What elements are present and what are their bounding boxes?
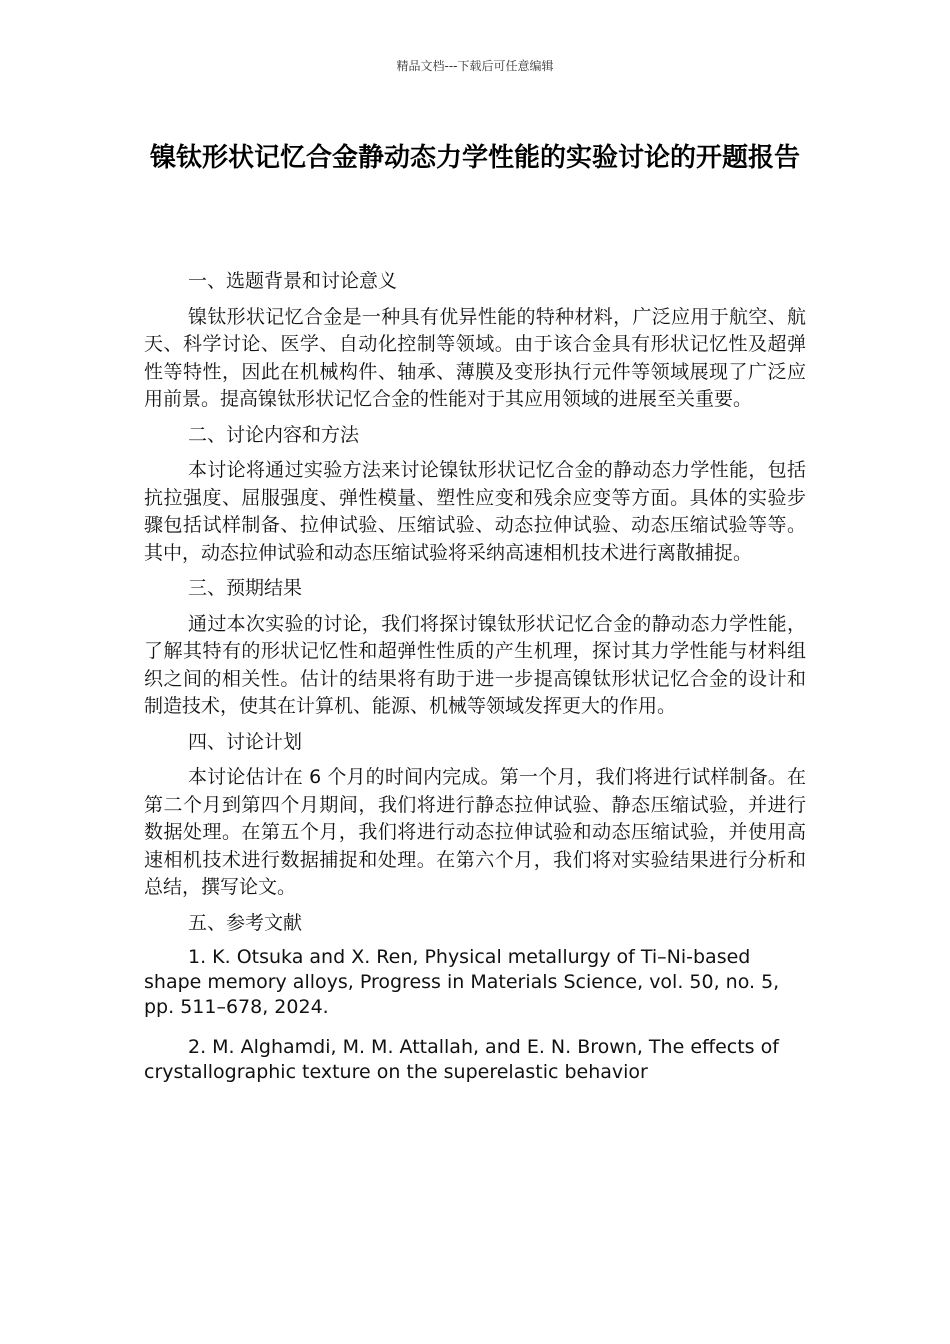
paragraph-content-method: 本讨论将通过实验方法来讨论镍钛形状记忆合金的静动态力学性能，包括抗拉强度、屈服强度、弹性模量、塑性应变和残余应变等方面。具体的实验步骤包括试样制备、拉伸试验、压缩试验、动态拉伸试验、动态压缩试验等等。其中，动态拉伸试验和动态压缩试验将采纳高速相机技术进行离散捕捉。 bbox=[144, 459, 806, 564]
section-heading-expected-results: 三、预期结果 bbox=[188, 577, 303, 599]
document-body bbox=[144, 268, 806, 1100]
reference-item-1: 1. K. Otsuka and X. Ren, Physical metallurgy of Ti–Ni-based shape memory alloys, Progress in Materials Science, vol. 50, no. 5, pp. 511–678, 2024. bbox=[144, 946, 780, 1018]
document-title: 镍钛形状记忆合金静动态力学性能的实验讨论的开题报告 bbox=[149, 143, 800, 173]
header-note: 精品文档---下载后可任意编辑 bbox=[396, 59, 554, 73]
section-heading-content-method: 二、讨论内容和方法 bbox=[188, 423, 360, 446]
section-heading-background: 一、选题背景和讨论意义 bbox=[188, 270, 398, 292]
paragraph-background: 镍钛形状记忆合金是一种具有优异性能的特种材料，广泛应用于航空、航天、科学讨论、医学、自动化控制等领域。由于该合金具有形状记忆性及超弹性等特性，因此在机械构件、轴承、薄膜及变形执行元件等领域展现了广泛应用前景。提高镍钛形状记忆合金的性能对于其应用领域的进展至关重要。 bbox=[144, 305, 806, 410]
reference-item-2: 2. M. Alghamdi, M. M. Attallah, and E. N. Brown, The effects of crystallographic texture on the superelastic behavior bbox=[144, 1036, 779, 1083]
paragraph-plan: 本讨论估计在 6 个月的时间内完成。第一个月，我们将进行试样制备。在第二个月到第四个月期间，我们将进行静态拉伸试验、静态压缩试验，并进行数据处理。在第五个月，我们将进行动态拉伸试验和动态压缩试验，并使用高速相机技术进行数据捕捉和处理。在第六个月，我们将对实验结果进行分析和总结，撰写论文。 bbox=[144, 766, 806, 898]
section-heading-references: 五、参考文献 bbox=[188, 911, 303, 934]
section-heading-plan: 四、讨论计划 bbox=[188, 730, 303, 753]
paragraph-expected-results: 通过本次实验的讨论，我们将探讨镍钛形状记忆合金的静动态力学性能，了解其特有的形状记忆性和超弹性性质的产生机理，探讨其力学性能与材料组织之间的相关性。估计的结果将有助于进一步提高镍钛形状记忆合金的设计和制造技术，使其在计算机、能源、机械等领域发挥更大的作用。 bbox=[144, 612, 806, 717]
